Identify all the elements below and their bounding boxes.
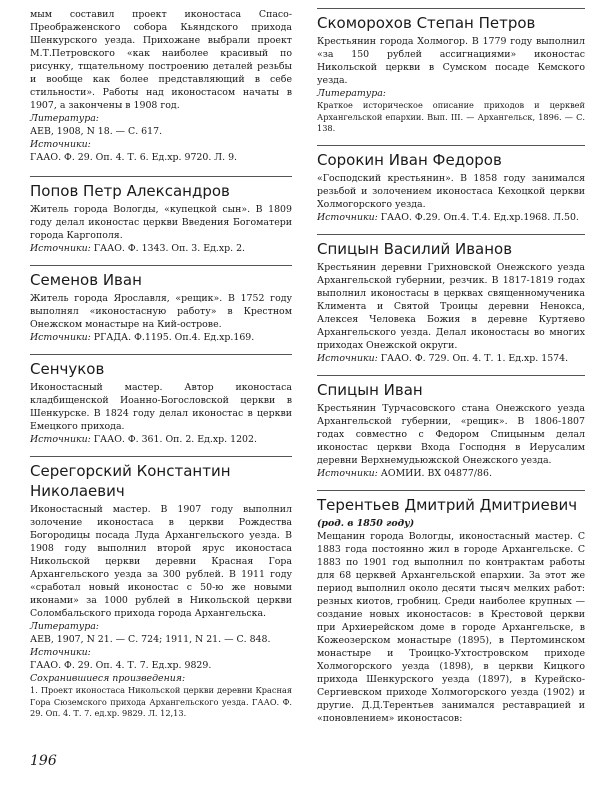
entry-text: Мещанин города Вологды, иконостасный мастер. С 1883 года постоянно жил в городе Архангельске. С 1883 по 1901 год выполнил по контрактам работы для 68 церквей Архангельской епархии. За этот же период выполнил около десяти тысяч мелких работ: резных киотов, гробниц. Среди наиболее крупных —создание новых иконостасов: в Крестовой церкви при Архиерейском доме в городе Архангельске, в Кожеозерском монастыре (1895), в Пертоминском монастыре и Троицко-Ухтостровском приходе Холмогорского уезда (1898), в церкви Кицкого прихода Шенкурского уезда (1897), в Курейско-Сергиевском приходе Холмогорского уезда (1902) и другие. Д.Д.Терентьев занимался реставрацией и «поновлением» иконостасов:: [317, 530, 585, 724]
sources-text: ГААО. Ф. 29. Оп. 4. Т. 7. Ед.хр. 9829.: [30, 660, 212, 671]
entry-text: Житель города Ярославля, «рещик». В 1752 году выполнял «иконостасную работу» в Крестном Онежском монастыре на Кий-острове.: [30, 293, 292, 330]
entry-name: Сорокин Иван Федоров: [317, 150, 502, 169]
entry-sorokin: [317, 145, 585, 224]
literature-text: АЕВ, 1908, N 18. — С. 617.: [30, 126, 163, 137]
sources-text: РГАДА. Ф.1195. Оп.4. Ед.хр.169.: [93, 332, 255, 343]
entry-skomorokhov: [317, 8, 585, 135]
entry-text: Иконостасный мастер. Автор иконостаса кладбищенской Иоанно-Богословской церкви в Шенкурске. В 1824 году делал иконостас в церкви Емецкого прихода.: [30, 382, 292, 432]
entry-intro: [30, 8, 292, 164]
sources-text: ГААО. Ф.29. Оп.4. Т.4. Ед.хр.1968. Л.50.: [380, 211, 579, 223]
entry-text: Иконостасный мастер. В 1907 году выполнил золочение иконостаса в церкви Рождества Богородицы посада Луда Архангельского уезда. В 1908 году выполнил второй ярус иконостаса Никольской церкви деревни Красная Гора Архангельского уезда за 300 рублей. В 1911 году «сработал новый иконостас с 50-ю же новыми иконами» за 1000 рублей в Никольской церкви Соломбальского прихода города Архангельска.: [30, 504, 292, 619]
sources-text: ГААО. Ф. 361. Оп. 2. Ед.хр. 1202.: [93, 434, 257, 445]
page-number: 196: [30, 753, 57, 769]
entry-text: Крестьянин Турчасовского стана Онежского уезда Архангельской губернии, «рещик». В 1806-1807 годах совместно с Федором Спицыным делал иконостас церкви Входа Господня в Иерусалим деревни Верхнемудьюжской Онежского уезда.: [317, 402, 585, 466]
entry-name: Скоморохов Степан Петров: [317, 14, 536, 32]
sources-label: Источники:: [317, 467, 378, 479]
sources-label: Источники:: [30, 332, 91, 343]
entry-terentyev: [317, 490, 585, 725]
sources-text: ГААО. Ф. 1343. Оп. 3. Ед.хр. 2.: [93, 243, 246, 254]
preserved-works-text: 1. Проект иконостаса Никольской церкви деревни Красная Гора Сюземского прихода Архангельского уезда. ГААО. Ф. 29. Оп. 4. Т. 7. ед.хр. 9829. Л. 12,13.: [30, 685, 292, 718]
entry-text: мым составил проект иконостаса Спасо-Преображенского собора Кьяндского прихода Шенкурского уезда. Прихожане выбрали проект М.Т.Петровского «как наиболее красивый по рисунку, тщательному построению деталей резьбы и вообще как более представляющий в себе стильности». Работы над иконостасом начаты в 1907, а закончены в 1908 год.: [30, 9, 292, 111]
entry-name: Попов Петр Александров: [30, 182, 230, 200]
left-column: [30, 8, 292, 720]
entry-text: Крестьянин города Холмогор. В 1779 году выполнил «за 150 рублей ассигнациями» иконостас Никольской церкви в Сумском посаде Кемского уезда.: [317, 36, 585, 86]
sources-label: Источники:: [30, 139, 91, 150]
preserved-works-label: Сохранившиеся произведения:: [30, 673, 186, 684]
sources-text: АОМИИ. ВХ 04877/86.: [380, 467, 492, 479]
right-column: [317, 8, 585, 725]
literature-label: Литература:: [317, 88, 386, 99]
entry-name: Спицын Василий Иванов: [317, 239, 513, 258]
entry-seregorsky: [30, 456, 292, 720]
entry-name: Спицын Иван: [317, 380, 423, 399]
sources-text: ГААО. Ф. 729. Оп. 4. Т. 1. Ед.хр. 1574.: [380, 352, 569, 364]
entry-senchukov: [30, 354, 292, 446]
entry-name: Терентьев Дмитрий Дмитриевич: [317, 495, 578, 514]
entry-spitsyn-ivan: [317, 375, 585, 480]
entry-semenov: [30, 265, 292, 344]
sources-label: Источники:: [317, 352, 378, 364]
sources-label: Источники:: [30, 434, 91, 445]
sources-label: Источники:: [30, 243, 91, 254]
entry-birth-year: (род. в 1850 году): [317, 517, 415, 529]
literature-text: АЕВ, 1907, N 21. — С. 724; 1911, N 21. — С. 848.: [30, 634, 271, 645]
entry-text: Житель города Вологды, «купецкой сын». В 1809 году делал иконостас церкви Введения Богоматери города Каргополя.: [30, 204, 292, 241]
entry-name: Семенов Иван: [30, 271, 142, 289]
entry-name: Серегорский Константин Николаевич: [30, 462, 231, 500]
entry-text: «Господский крестьянин». В 1858 году занимался резьбой и золочением иконостаса Кехоцкой церкви Холмогорского уезда.: [317, 172, 585, 210]
sources-label: Источники:: [30, 647, 91, 658]
sources-label: Источники:: [317, 211, 378, 223]
literature-label: Литература:: [30, 621, 99, 632]
literature-text: Краткое историческое описание приходов и церквей Архангельской епархии. Вып. III. — Архангельск, 1896. — С. 138.: [317, 100, 585, 133]
sources-text: ГААО. Ф. 29. Оп. 4. Т. 6. Ед.хр. 9720. Л. 9.: [30, 152, 238, 163]
literature-label: Литература:: [30, 113, 99, 124]
entry-text: Крестьянин деревни Грихновской Онежского уезда Архангельской губернии, резчик. В 1817-1819 годах выполнил иконостасы в церквах священномученика Климента и Святой Троицы деревни Ненокса, Алексея Человека Божия в деревне Куртяево Архангельского уезда. Делал иконостасы во многих приходах Онежской округи.: [317, 261, 585, 351]
entry-popov: [30, 176, 292, 255]
entry-name: Сенчуков: [30, 360, 105, 378]
entry-spitsyn-vasily: [317, 234, 585, 365]
